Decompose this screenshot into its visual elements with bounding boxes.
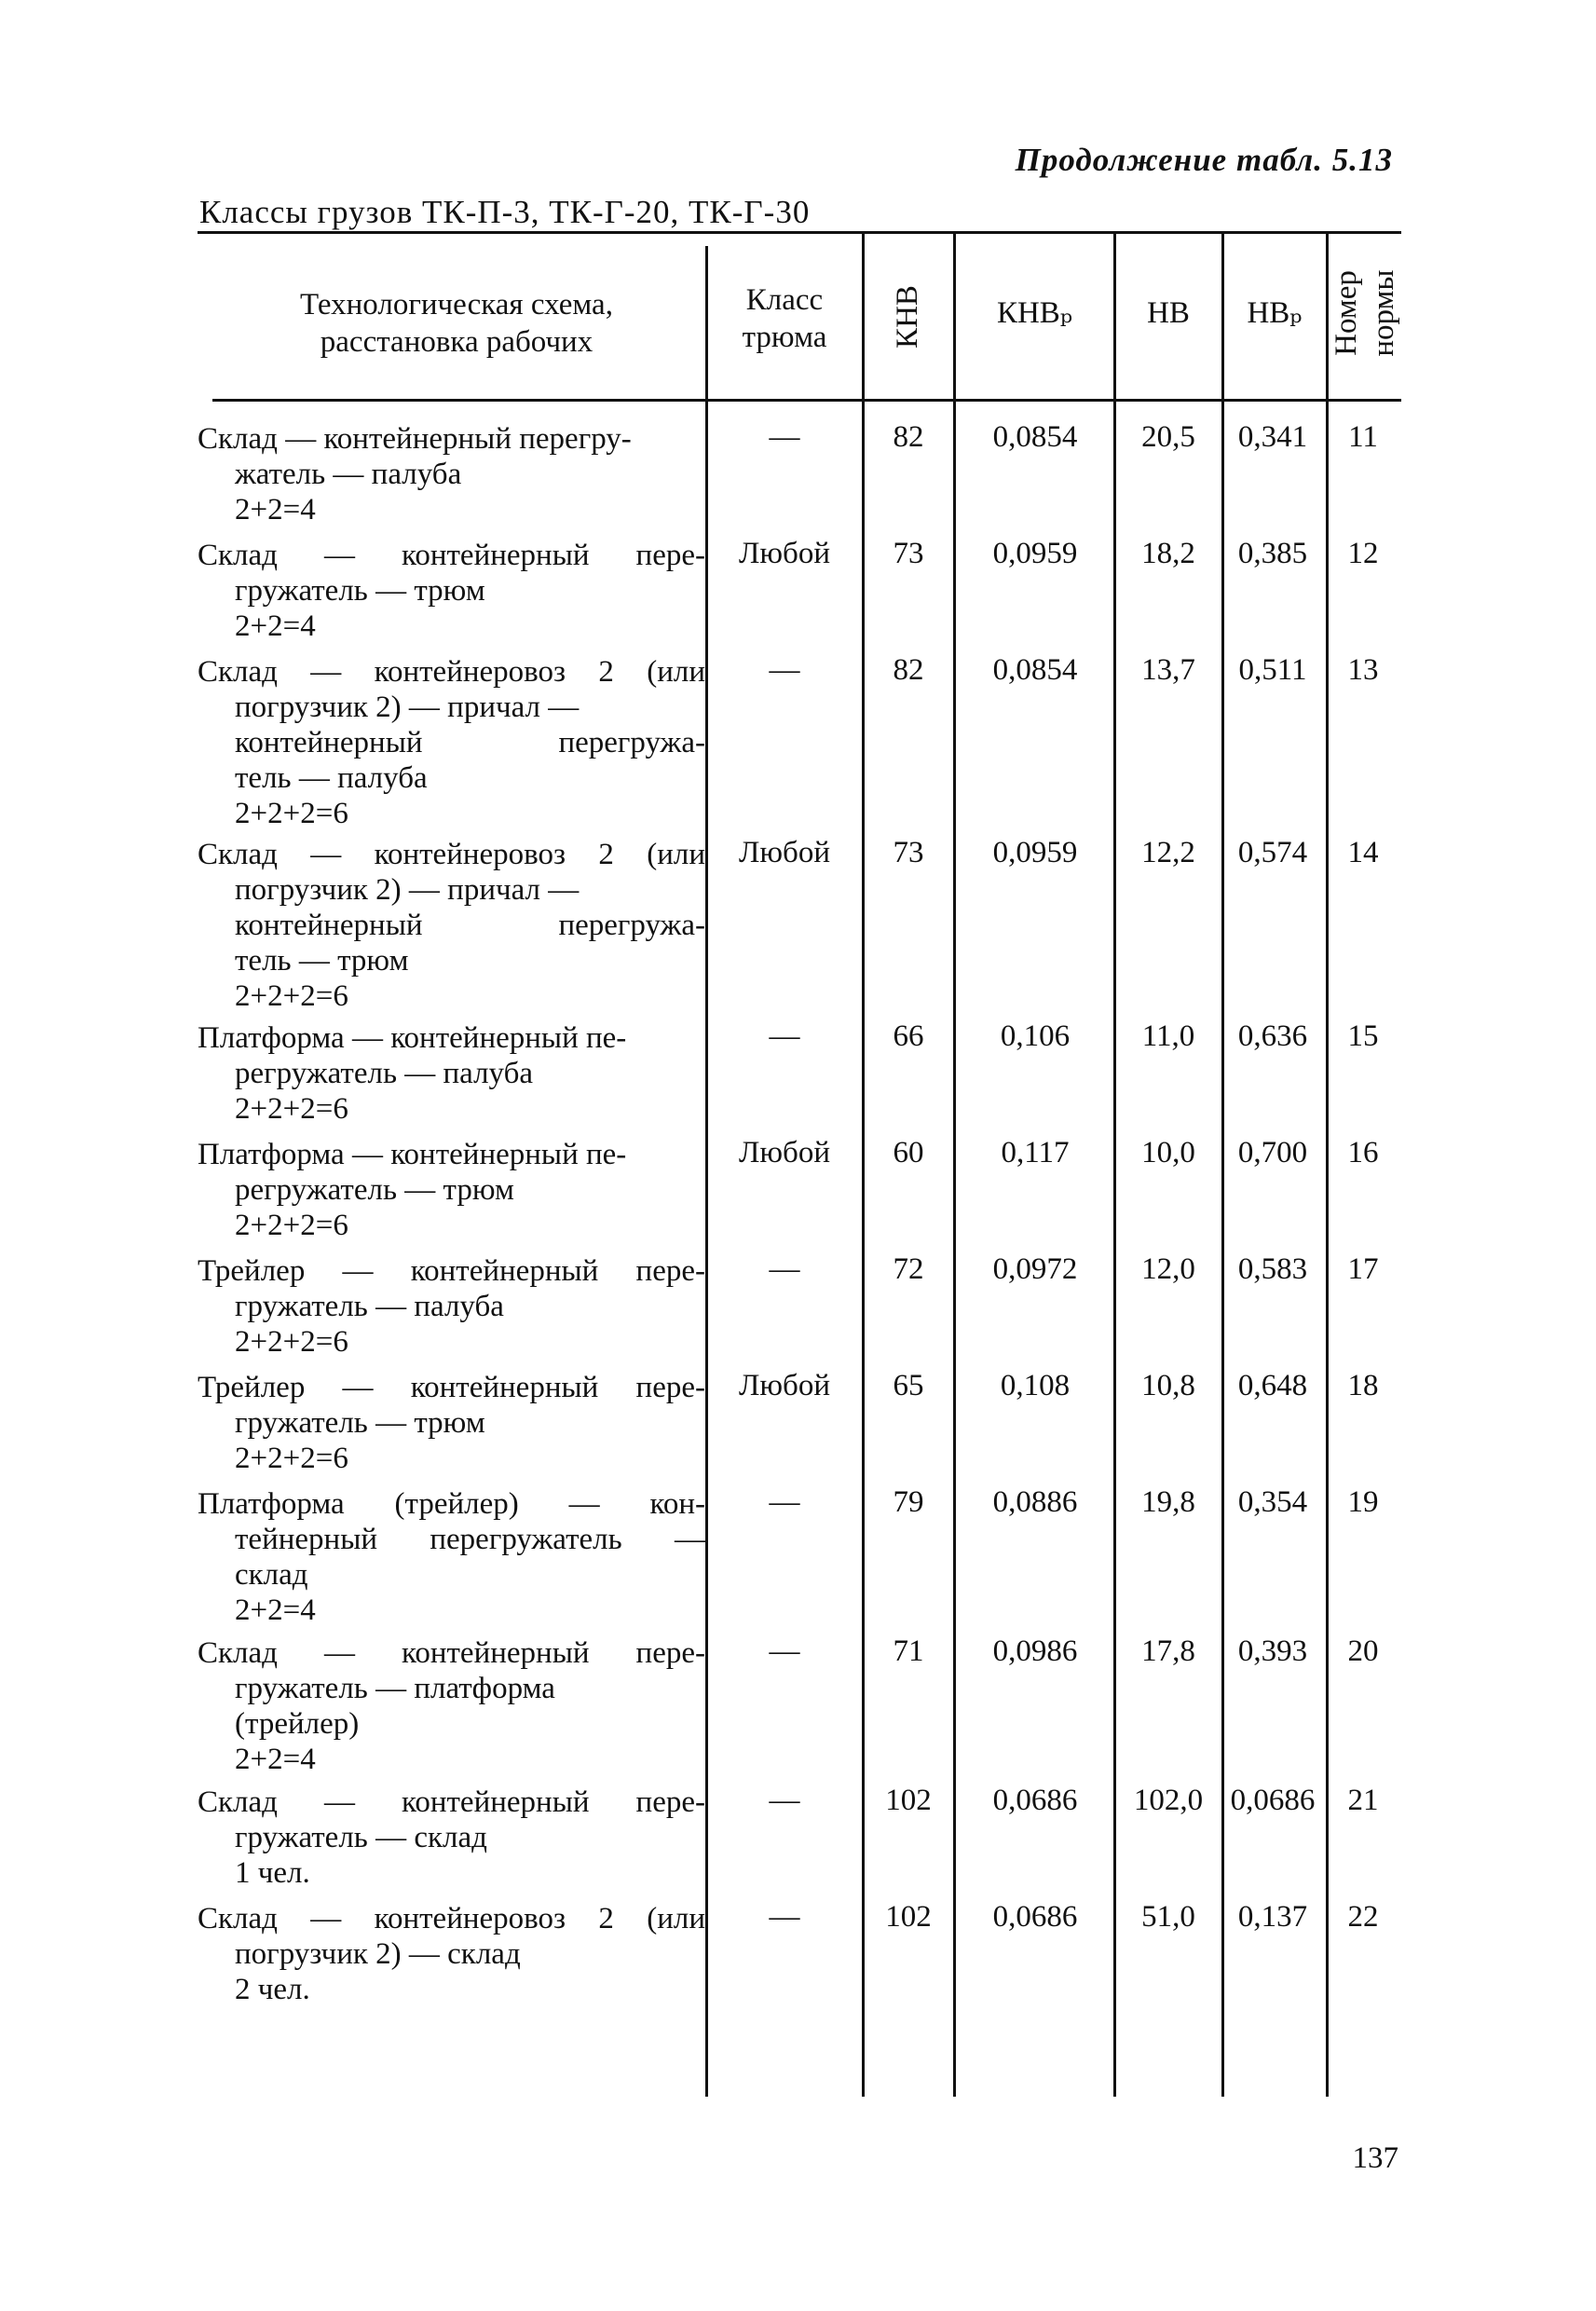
header-nvp: НВₚ bbox=[1247, 296, 1303, 330]
header-norm-line: нормы bbox=[1367, 269, 1400, 357]
table-row-scheme bbox=[198, 421, 705, 527]
scheme-line: погрузчик 2) — причал — bbox=[235, 873, 580, 907]
table-row-scheme bbox=[198, 654, 705, 831]
scheme-line: контейнерный перегружа- bbox=[235, 726, 705, 759]
table-cell-nvp: 0,354 bbox=[1237, 1485, 1308, 1519]
table-cell-norm-number: 11 bbox=[1348, 420, 1378, 454]
scheme-line: 2+2=4 bbox=[235, 609, 316, 643]
scheme-line: 2+2+2=6 bbox=[235, 797, 348, 830]
table-cell-nv: 11,0 bbox=[1141, 1019, 1195, 1053]
table-cell-nvp: 0,385 bbox=[1237, 537, 1308, 570]
table-cell-nv: 17,8 bbox=[1141, 1634, 1195, 1668]
table-cell-norm-number: 12 bbox=[1347, 537, 1379, 570]
table-cell-norm-number: 21 bbox=[1347, 1784, 1379, 1817]
cargo-classes-caption: Классы грузов ТК-П-3, ТК-Г-20, ТК-Г-30 bbox=[199, 194, 811, 230]
scheme-line: 2+2+2=6 bbox=[235, 979, 348, 1013]
table-cell-knvp: 0,0972 bbox=[992, 1252, 1078, 1286]
table-cell-norm-number: 16 bbox=[1347, 1136, 1379, 1169]
scheme-line: 2+2=4 bbox=[235, 1743, 316, 1776]
table-cell-norm-number: 20 bbox=[1347, 1634, 1379, 1668]
scheme-line: гружатель — трюм bbox=[235, 574, 485, 608]
table-cell-nv: 13,7 bbox=[1141, 653, 1195, 687]
table-cell-nv: 10,0 bbox=[1141, 1136, 1195, 1169]
scheme-line: 2 чел. bbox=[235, 1973, 310, 2006]
table-cell-knvp: 0,0986 bbox=[992, 1634, 1078, 1668]
table-row-scheme bbox=[198, 1901, 705, 2007]
scheme-line: регружатель — трюм bbox=[235, 1173, 514, 1207]
table-cell-hold-class: Любой bbox=[739, 1136, 830, 1169]
table-row-scheme bbox=[198, 1020, 705, 1127]
scheme-line: Платформа (трейлер) — кон- bbox=[198, 1487, 705, 1521]
scheme-line: Склад — контейнерный пере- bbox=[198, 539, 705, 572]
scheme-line: 2+2+2=6 bbox=[235, 1092, 348, 1126]
header-norm-number bbox=[1328, 257, 1402, 369]
table-cell-nvp: 0,636 bbox=[1237, 1019, 1308, 1053]
table-cell-hold-class: Любой bbox=[739, 537, 830, 570]
header-scheme bbox=[224, 286, 689, 361]
table-cell-nvp: 0,648 bbox=[1237, 1369, 1308, 1402]
table-cell-knv: 82 bbox=[893, 420, 924, 454]
table-cell-knv: 73 bbox=[893, 537, 924, 570]
scheme-line: тель — палуба bbox=[235, 761, 428, 795]
scheme-line: Склад — контейнеровоз 2 (или bbox=[198, 1902, 705, 1935]
table-cell-knvp: 0,106 bbox=[1000, 1019, 1071, 1053]
table-cell-hold-class: — bbox=[769, 1634, 800, 1668]
table-cell-knvp: 0,0959 bbox=[992, 537, 1078, 570]
scheme-line: Склад — контейнерный перегру- bbox=[198, 422, 632, 456]
table-cell-hold-class: — bbox=[769, 1784, 800, 1817]
scheme-line: 2+2+2=6 bbox=[235, 1442, 348, 1475]
table-cell-norm-number: 19 bbox=[1347, 1485, 1379, 1519]
table-cell-knvp: 0,0854 bbox=[992, 653, 1078, 687]
table-cell-nv: 12,2 bbox=[1141, 836, 1195, 869]
table-cell-knvp: 0,117 bbox=[1001, 1136, 1070, 1169]
table-cell-knv: 66 bbox=[893, 1019, 924, 1053]
table-cell-knv: 102 bbox=[885, 1900, 932, 1934]
scheme-line: Склад — контейнерный пере- bbox=[198, 1636, 705, 1670]
header-scheme-line: расстановка рабочих bbox=[320, 325, 593, 359]
column-separator bbox=[1113, 233, 1116, 2097]
table-cell-norm-number: 14 bbox=[1347, 836, 1379, 869]
header-norm-line: Номер bbox=[1330, 270, 1363, 356]
table-cell-knvp: 0,0854 bbox=[992, 420, 1078, 454]
table-cell-nv: 20,5 bbox=[1141, 420, 1195, 454]
header-knv: КНВ bbox=[891, 285, 924, 349]
table-cell-hold-class: — bbox=[769, 1252, 800, 1286]
header-hold-class bbox=[710, 281, 859, 356]
scheme-line: жатель — палуба bbox=[235, 458, 462, 491]
table-cell-knv: 60 bbox=[893, 1136, 924, 1169]
table-cell-hold-class: — bbox=[769, 1900, 800, 1934]
table-cell-knv: 102 bbox=[885, 1784, 932, 1817]
table-cell-nvp: 0,583 bbox=[1237, 1252, 1308, 1286]
header-hold-class-line: трюма bbox=[742, 321, 827, 354]
table-cell-nvp: 0,511 bbox=[1238, 653, 1307, 687]
table-cell-knvp: 0,108 bbox=[1000, 1369, 1071, 1402]
table-cell-nv: 18,2 bbox=[1141, 537, 1195, 570]
scheme-line: тель — трюм bbox=[235, 944, 409, 978]
scheme-line: гружатель — склад bbox=[235, 1821, 487, 1854]
scheme-line: Трейлер — контейнерный пере- bbox=[198, 1371, 705, 1404]
scheme-line: Склад — контейнерный пере- bbox=[198, 1785, 705, 1819]
table-cell-hold-class: — bbox=[769, 1485, 800, 1519]
column-separator bbox=[705, 246, 708, 2097]
table-row-scheme bbox=[198, 837, 705, 1014]
scheme-line: 2+2=4 bbox=[235, 1593, 316, 1627]
table-cell-knv: 73 bbox=[893, 836, 924, 869]
table-cell-knv: 71 bbox=[893, 1634, 924, 1668]
scheme-line: Трейлер — контейнерный пере- bbox=[198, 1254, 705, 1288]
table-cell-hold-class: — bbox=[769, 420, 800, 454]
scheme-line: 2+2+2=6 bbox=[235, 1209, 348, 1242]
table-cell-nvp: 0,700 bbox=[1237, 1136, 1308, 1169]
table-cell-nvp: 0,0686 bbox=[1230, 1784, 1316, 1817]
header-scheme-line: Технологическая схема, bbox=[300, 288, 613, 321]
table-cell-knvp: 0,0959 bbox=[992, 836, 1078, 869]
table-row-scheme bbox=[198, 1785, 705, 1891]
header-hold-class-line: Класс bbox=[745, 283, 824, 317]
scheme-line: Склад — контейнеровоз 2 (или bbox=[198, 838, 705, 871]
column-separator bbox=[862, 233, 865, 2097]
header-nv: НВ bbox=[1147, 296, 1190, 330]
scheme-line: Склад — контейнеровоз 2 (или bbox=[198, 655, 705, 689]
table-cell-nvp: 0,393 bbox=[1237, 1634, 1308, 1668]
table-cell-knv: 65 bbox=[893, 1369, 924, 1402]
scheme-line: (трейлер) bbox=[235, 1707, 360, 1741]
page-number: 137 bbox=[1352, 2141, 1398, 2175]
scheme-line: склад bbox=[235, 1558, 308, 1592]
table-cell-norm-number: 15 bbox=[1347, 1019, 1379, 1053]
table-row-scheme bbox=[198, 1253, 705, 1360]
scheme-line: 2+2+2=6 bbox=[235, 1325, 348, 1359]
table-cell-nv: 19,8 bbox=[1141, 1485, 1195, 1519]
table-cell-nv: 10,8 bbox=[1141, 1369, 1195, 1402]
table-cell-knv: 72 bbox=[893, 1252, 924, 1286]
scheme-line: гружатель — трюм bbox=[235, 1406, 485, 1440]
scheme-line: Платформа — контейнерный пе- bbox=[198, 1021, 627, 1055]
table-cell-hold-class: — bbox=[769, 653, 800, 687]
scheme-line: регружатель — палуба bbox=[235, 1057, 534, 1090]
table-cell-hold-class: — bbox=[769, 1019, 800, 1053]
table-cell-knv: 82 bbox=[893, 653, 924, 687]
table-cell-nv: 102,0 bbox=[1133, 1784, 1204, 1817]
scheme-line: 1 чел. bbox=[235, 1856, 310, 1890]
table-cell-nv: 51,0 bbox=[1141, 1900, 1195, 1934]
column-separator bbox=[1326, 233, 1329, 2097]
table-cell-norm-number: 18 bbox=[1347, 1369, 1379, 1402]
table-row-scheme bbox=[198, 538, 705, 644]
scheme-line: контейнерный перегружа- bbox=[235, 909, 705, 942]
table-row-scheme bbox=[198, 1486, 705, 1628]
table-cell-knvp: 0,0886 bbox=[992, 1485, 1078, 1519]
scheme-line: тейнерный перегружатель — bbox=[235, 1523, 705, 1556]
scheme-line: погрузчик 2) — причал — bbox=[235, 691, 580, 724]
table-cell-norm-number: 17 bbox=[1347, 1252, 1379, 1286]
table-cell-knvp: 0,0686 bbox=[992, 1900, 1078, 1934]
table-cell-norm-number: 22 bbox=[1347, 1900, 1379, 1934]
scheme-line: погрузчик 2) — склад bbox=[235, 1937, 521, 1971]
table-cell-nvp: 0,137 bbox=[1237, 1900, 1308, 1934]
table-row-scheme bbox=[198, 1137, 705, 1243]
scheme-line: 2+2=4 bbox=[235, 493, 316, 526]
scheme-line: гружатель — палуба bbox=[235, 1290, 504, 1323]
table-continuation-label: Продолжение табл. 5.13 bbox=[1015, 142, 1393, 178]
table-cell-knvp: 0,0686 bbox=[992, 1784, 1078, 1817]
table-cell-hold-class: Любой bbox=[739, 1369, 830, 1402]
table-cell-nvp: 0,574 bbox=[1237, 836, 1308, 869]
scheme-line: Платформа — контейнерный пе- bbox=[198, 1138, 627, 1171]
header-knvp: КНВₚ bbox=[996, 296, 1073, 330]
table-cell-nvp: 0,341 bbox=[1237, 420, 1308, 454]
table-cell-norm-number: 13 bbox=[1347, 653, 1379, 687]
table-cell-knv: 79 bbox=[893, 1485, 924, 1519]
column-separator bbox=[953, 233, 956, 2097]
scheme-line: гружатель — платформа bbox=[235, 1672, 555, 1705]
table-cell-nv: 12,0 bbox=[1141, 1252, 1195, 1286]
table-cell-hold-class: Любой bbox=[739, 836, 830, 869]
table-row-scheme bbox=[198, 1635, 705, 1777]
table-row-scheme bbox=[198, 1370, 705, 1476]
